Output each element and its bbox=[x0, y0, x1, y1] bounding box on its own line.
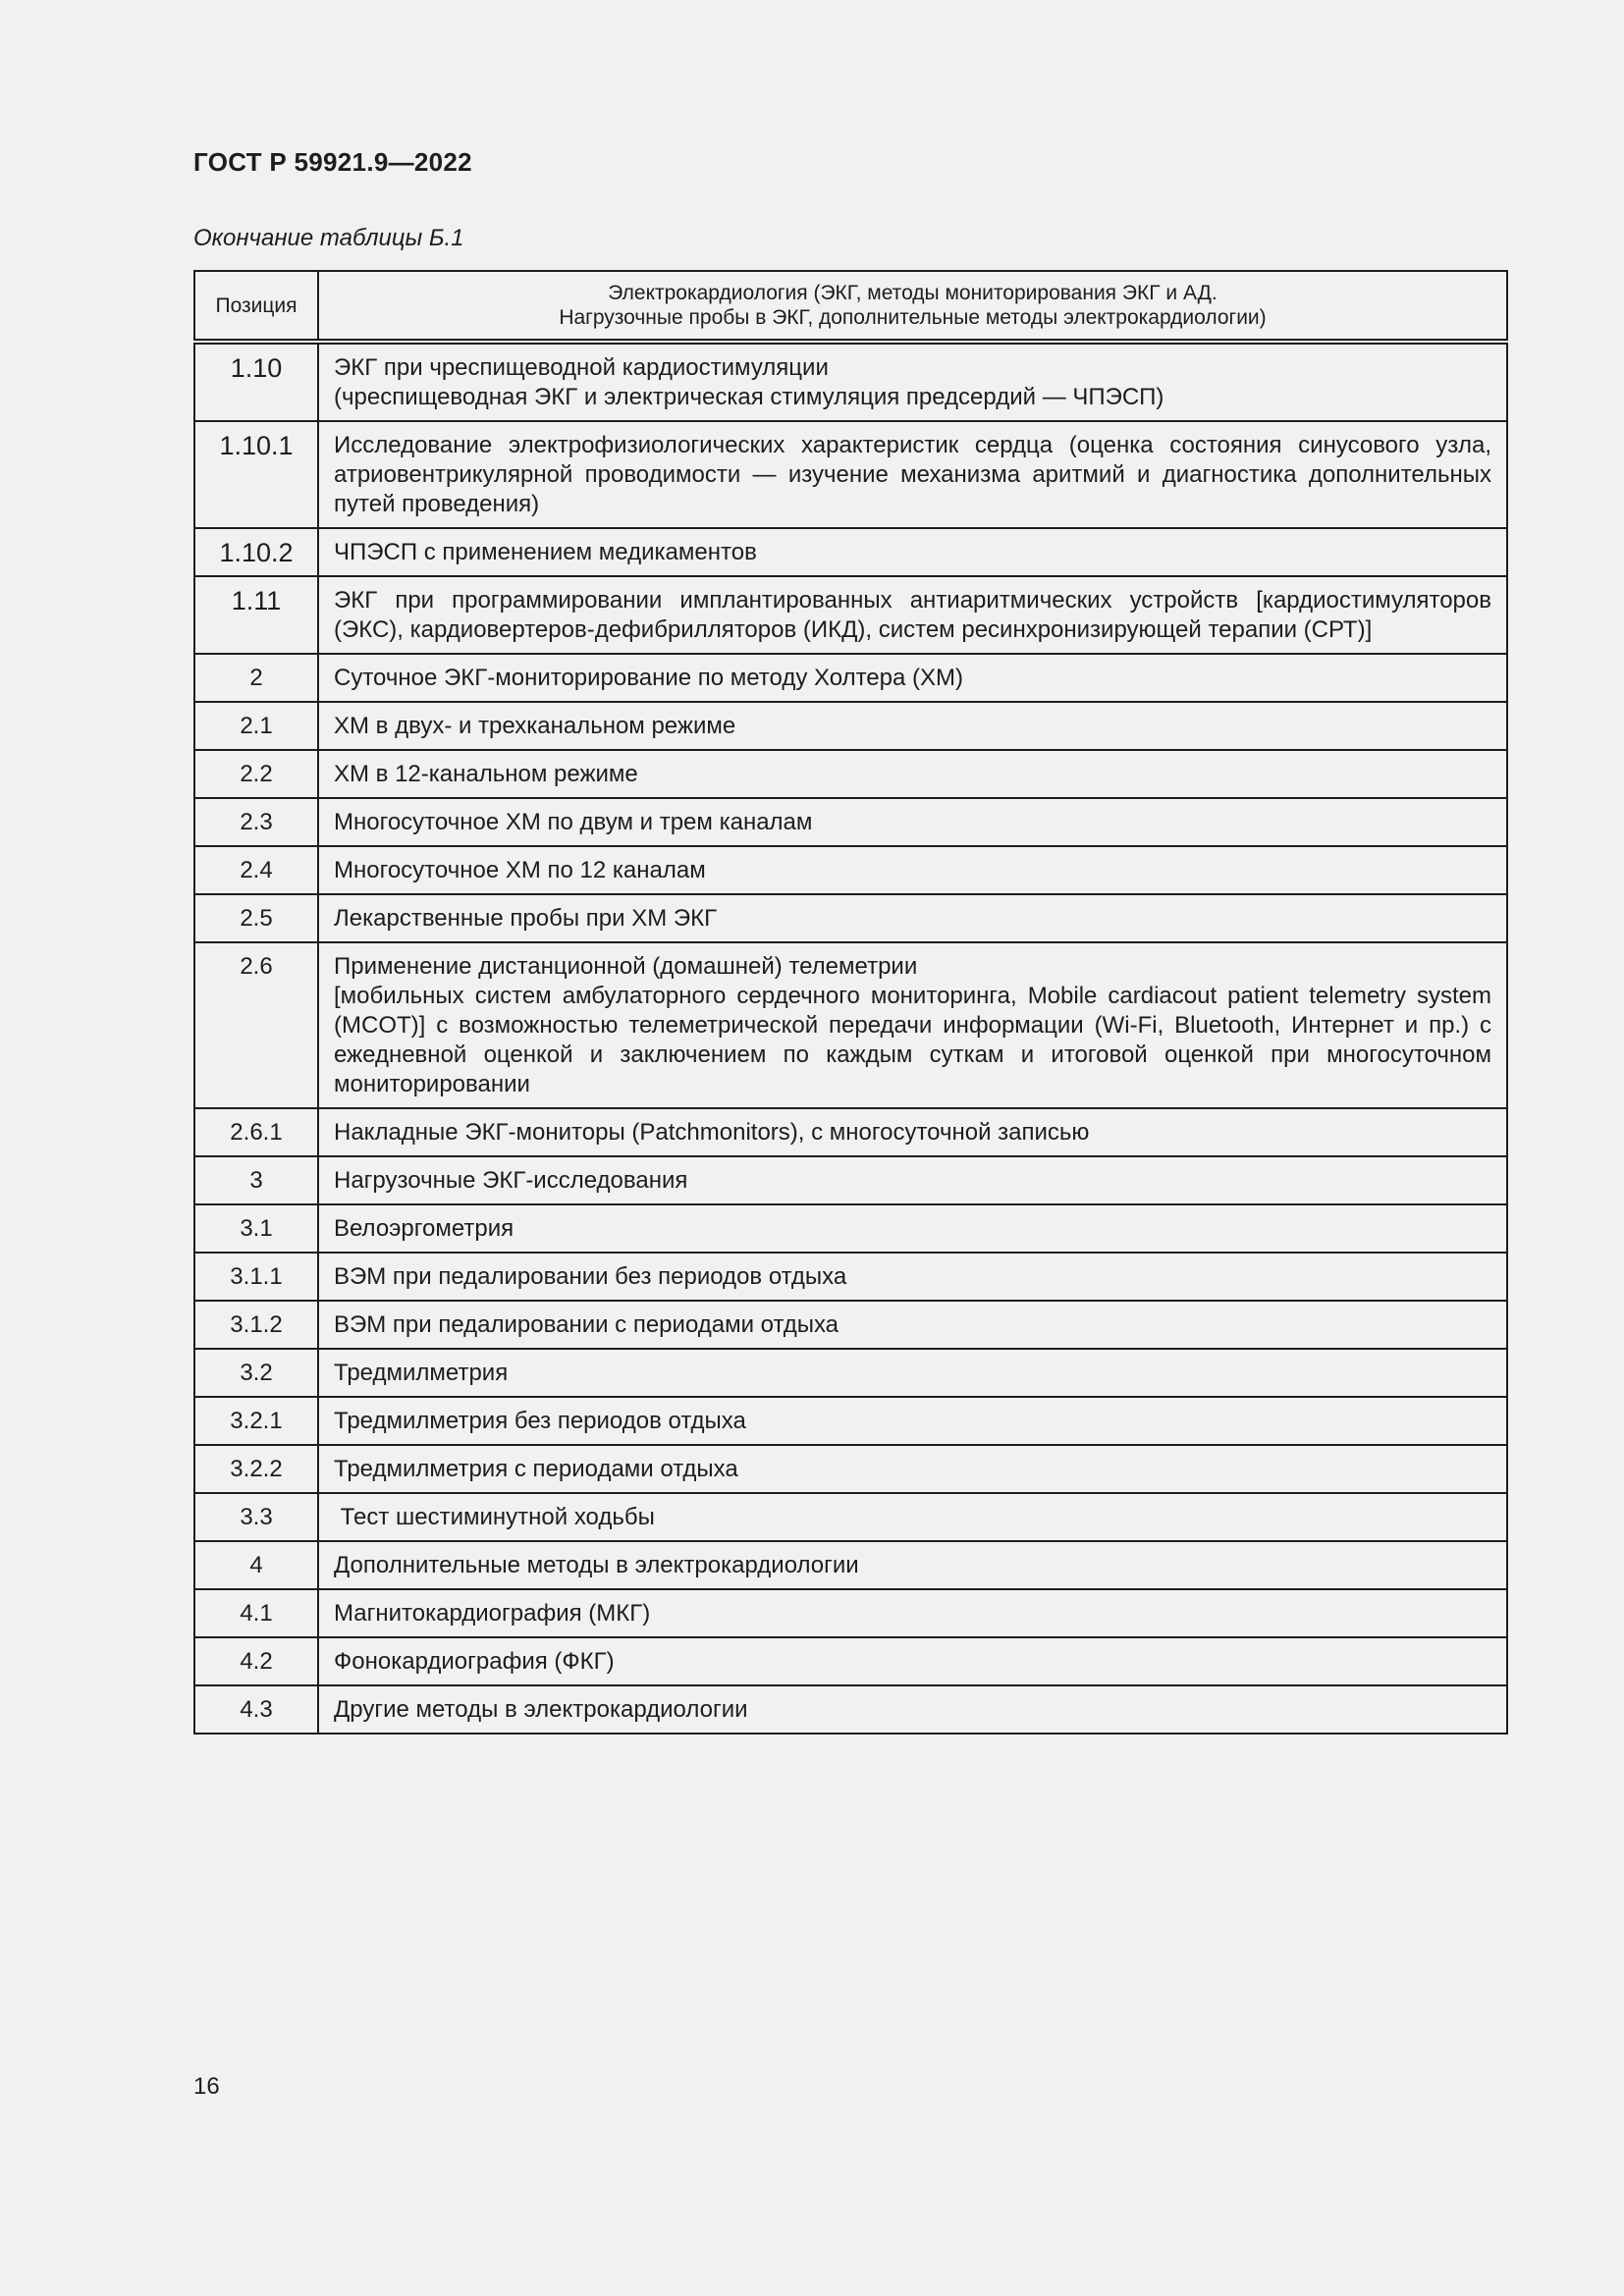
table-caption: Окончание таблицы Б.1 bbox=[193, 225, 464, 251]
row-description bbox=[318, 528, 1507, 576]
row-position: 3 bbox=[194, 1156, 318, 1204]
row-position: 3.2.2 bbox=[194, 1445, 318, 1493]
row-position: 3.2.1 bbox=[194, 1397, 318, 1445]
table-row bbox=[194, 750, 1507, 798]
row-description bbox=[318, 576, 1507, 654]
row-description-line: ХМ в 12-канальном режиме bbox=[334, 761, 638, 787]
row-description bbox=[318, 1445, 1507, 1493]
row-description bbox=[318, 846, 1507, 894]
row-description bbox=[318, 1493, 1507, 1541]
row-position: 2.4 bbox=[194, 846, 318, 894]
table-row bbox=[194, 1445, 1507, 1493]
row-description bbox=[318, 942, 1507, 1108]
column-header-position: Позиция bbox=[194, 271, 318, 342]
row-position: 2 bbox=[194, 654, 318, 702]
row-description-line: Тредмилметрия с периодами отдыха bbox=[334, 1456, 738, 1482]
table-row bbox=[194, 846, 1507, 894]
table-row bbox=[194, 894, 1507, 942]
table-row bbox=[194, 654, 1507, 702]
document-title: ГОСТ Р 59921.9—2022 bbox=[193, 147, 472, 177]
row-position: 3.2 bbox=[194, 1349, 318, 1397]
table-row bbox=[194, 342, 1507, 421]
table-row bbox=[194, 942, 1507, 1108]
row-description bbox=[318, 1685, 1507, 1734]
column-header-line-2: Нагрузочные пробы в ЭКГ, дополнительные методы электрокардиологии) bbox=[559, 306, 1267, 329]
row-position: 4.1 bbox=[194, 1589, 318, 1637]
row-position: 2.1 bbox=[194, 702, 318, 750]
table-row bbox=[194, 528, 1507, 576]
table-row bbox=[194, 1156, 1507, 1204]
row-position: 3.1 bbox=[194, 1204, 318, 1253]
row-description bbox=[318, 1204, 1507, 1253]
row-description-line: Исследование электрофизиологических характеристик сердца (оценка состояния синусового узла, атриовентрикулярной проводимости — изучение механизма аритмий и диагностика дополнительных путей проведения) bbox=[334, 432, 1491, 517]
row-description bbox=[318, 1108, 1507, 1156]
row-description-line: Другие методы в электрокардиологии bbox=[334, 1696, 748, 1723]
table-row bbox=[194, 1108, 1507, 1156]
row-description bbox=[318, 750, 1507, 798]
row-description-line: Тест шестиминутной ходьбы bbox=[334, 1504, 655, 1530]
row-description-line: Тредмилметрия bbox=[334, 1360, 509, 1386]
column-header-line-1: Электрокардиология (ЭКГ, методы мониторирования ЭКГ и АД. bbox=[608, 282, 1218, 304]
table-row bbox=[194, 1253, 1507, 1301]
table-row bbox=[194, 1685, 1507, 1734]
row-description bbox=[318, 1349, 1507, 1397]
table-row bbox=[194, 1493, 1507, 1541]
row-position: 2.6 bbox=[194, 942, 318, 1108]
row-position: 3.1.2 bbox=[194, 1301, 318, 1349]
table-header-row bbox=[194, 271, 1507, 342]
row-position: 2.6.1 bbox=[194, 1108, 318, 1156]
row-description-line: [мобильных систем амбулаторного сердечного мониторинга, Mobile cardiacout patient telemetry system (MCOT)] с возможностью телеметрической передачи информации (Wi-Fi, Bluetooth, Интернет и пр.) с ежедневной оценкой и заключением по каждым суткам и итоговой оценкой при многосуточном мониторировании bbox=[334, 983, 1491, 1097]
table-row bbox=[194, 421, 1507, 528]
row-description-line: Лекарственные пробы при ХМ ЭКГ bbox=[334, 905, 718, 932]
row-position: 4.3 bbox=[194, 1685, 318, 1734]
row-description bbox=[318, 894, 1507, 942]
table-row bbox=[194, 1349, 1507, 1397]
row-description-line: Многосуточное ХМ по двум и трем каналам bbox=[334, 809, 813, 835]
table-row bbox=[194, 1637, 1507, 1685]
row-description-line: ЧПЭСП с применением медикаментов bbox=[334, 539, 757, 565]
row-description bbox=[318, 702, 1507, 750]
row-description bbox=[318, 654, 1507, 702]
row-position: 4.2 bbox=[194, 1637, 318, 1685]
table-row bbox=[194, 798, 1507, 846]
row-position: 1.10 bbox=[194, 342, 318, 421]
row-position: 1.10.1 bbox=[194, 421, 318, 528]
row-position: 3.3 bbox=[194, 1493, 318, 1541]
page-number: 16 bbox=[193, 2073, 220, 2100]
row-description-line: ЭКГ при чреспищеводной кардиостимуляции bbox=[334, 354, 829, 381]
row-description bbox=[318, 1637, 1507, 1685]
table-body bbox=[194, 342, 1507, 1734]
row-description bbox=[318, 1253, 1507, 1301]
table-row bbox=[194, 576, 1507, 654]
table-row bbox=[194, 1397, 1507, 1445]
row-description bbox=[318, 1156, 1507, 1204]
row-description bbox=[318, 1397, 1507, 1445]
row-description-line: Дополнительные методы в электрокардиологии bbox=[334, 1552, 859, 1578]
table-row bbox=[194, 1541, 1507, 1589]
row-description bbox=[318, 1541, 1507, 1589]
row-description-line: Суточное ЭКГ-мониторирование по методу Холтера (ХМ) bbox=[334, 665, 964, 691]
row-description-line: Нагрузочные ЭКГ-исследования bbox=[334, 1167, 688, 1194]
row-description bbox=[318, 421, 1507, 528]
row-description-line: Многосуточное ХМ по 12 каналам bbox=[334, 857, 706, 883]
table-row bbox=[194, 1589, 1507, 1637]
row-position: 4 bbox=[194, 1541, 318, 1589]
table-row bbox=[194, 1204, 1507, 1253]
row-description-line: ВЭМ при педалировании без периодов отдыха bbox=[334, 1263, 847, 1290]
row-description-line: ХМ в двух- и трехканальном режиме bbox=[334, 713, 736, 739]
row-position: 3.1.1 bbox=[194, 1253, 318, 1301]
row-description-line: ВЭМ при педалировании с периодами отдыха bbox=[334, 1311, 839, 1338]
row-description bbox=[318, 342, 1507, 421]
row-position: 2.2 bbox=[194, 750, 318, 798]
row-description-line: Фонокардиография (ФКГ) bbox=[334, 1648, 615, 1675]
row-description-line: Применение дистанционной (домашней) телеметрии bbox=[334, 953, 918, 980]
row-position: 1.11 bbox=[194, 576, 318, 654]
row-description-line: Велоэргометрия bbox=[334, 1215, 514, 1242]
row-description bbox=[318, 798, 1507, 846]
row-description bbox=[318, 1301, 1507, 1349]
row-position: 2.3 bbox=[194, 798, 318, 846]
row-description bbox=[318, 1589, 1507, 1637]
row-position: 1.10.2 bbox=[194, 528, 318, 576]
table-row bbox=[194, 702, 1507, 750]
row-description-line: Тредмилметрия без периодов отдыха bbox=[334, 1408, 746, 1434]
table-row bbox=[194, 1301, 1507, 1349]
row-position: 2.5 bbox=[194, 894, 318, 942]
row-description-line: (чреспищеводная ЭКГ и электрическая стимуляция предсердий — ЧПЭСП) bbox=[334, 384, 1164, 410]
row-description-line: Накладные ЭКГ-мониторы (Patchmonitors), с многосуточной записью bbox=[334, 1119, 1090, 1146]
positions-table bbox=[193, 270, 1508, 1735]
row-description-line: Магнитокардиография (МКГ) bbox=[334, 1600, 651, 1627]
column-header-description bbox=[318, 271, 1507, 342]
row-description-line: ЭКГ при программировании имплантированных антиаритмических устройств [кардиостимуляторов (ЭКС), кардиовертеров-дефибрилляторов (ИКД), систем ресинхронизирующей терапии (СРТ)] bbox=[334, 587, 1491, 643]
